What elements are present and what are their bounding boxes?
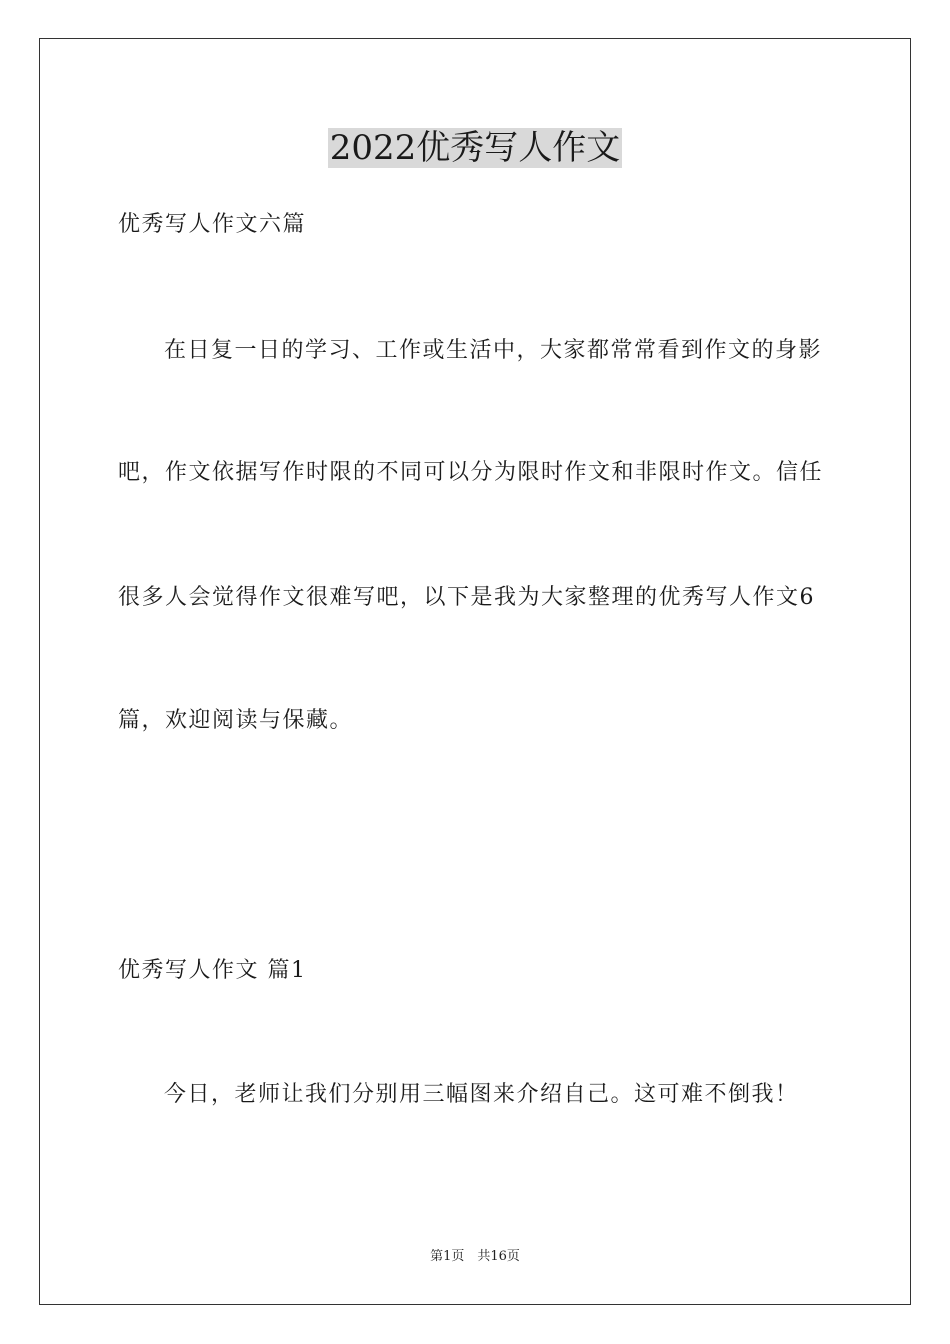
- intro-line-1: 在日复一日的学习、工作或生活中，大家都常常看到作文的身影: [164, 338, 823, 363]
- intro-line-2: 吧，作文依据写作时限的不同可以分为限时作文和非限时作文。信任: [118, 460, 824, 485]
- intro-line-3: 很多人会觉得作文很难写吧，以下是我为大家整理的优秀写人作文6: [118, 585, 815, 610]
- section-heading: 优秀写人作文 篇1: [118, 958, 307, 983]
- page-number-footer: 第1页 共16页: [430, 1249, 520, 1264]
- document-subtitle: 优秀写人作文六篇: [118, 212, 307, 237]
- section-paragraph-line: 今日，老师让我们分别用三幅图来介绍自己。这可难不倒我！: [164, 1082, 799, 1107]
- document-title: 2022优秀写人作文: [329, 128, 621, 168]
- intro-line-4: 篇，欢迎阅读与保藏。: [118, 708, 354, 733]
- title-container: [0, 128, 950, 168]
